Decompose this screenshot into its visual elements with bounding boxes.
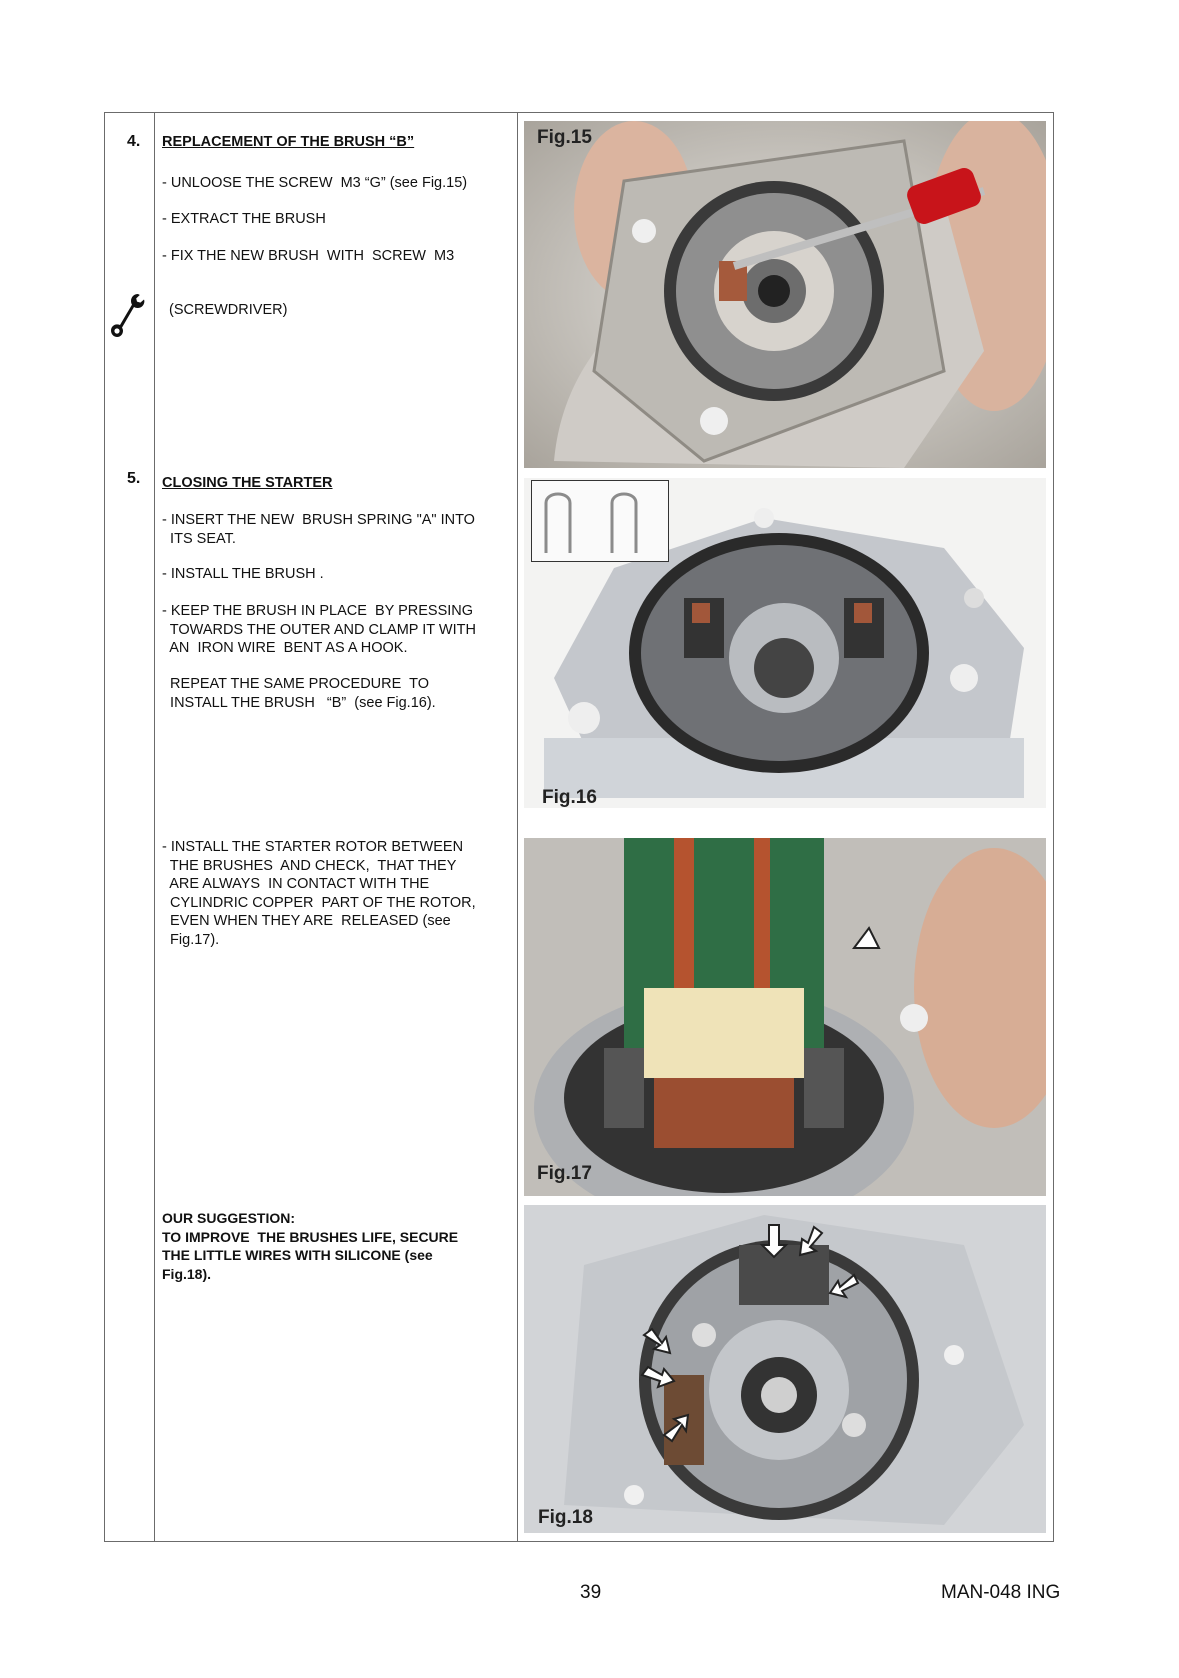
step-5-heading: CLOSING THE STARTER bbox=[162, 475, 333, 491]
fig-18-label: Fig.18 bbox=[538, 1507, 593, 1528]
fig-16-label: Fig.16 bbox=[542, 787, 597, 808]
suggestion-note: OUR SUGGESTION: TO IMPROVE THE BRUSHES LIFE, SECURE THE LITTLE WIRES WITH SILICONE (see Fig.18). bbox=[162, 1210, 459, 1282]
column-divider-2 bbox=[517, 113, 518, 1541]
step-4-line-2: - EXTRACT THE BRUSH bbox=[162, 211, 326, 227]
fig-17-label: Fig.17 bbox=[537, 1163, 592, 1184]
step-5-para-5: - INSTALL THE STARTER ROTOR BETWEEN THE BRUSHES AND CHECK, THAT THEY ARE ALWAYS IN CONTACT WITH THE CYLINDRIC COPPER PART OF THE ROTOR, EVEN WHEN THEY ARE RELEASED (see Fig.17). bbox=[162, 839, 476, 948]
step-4-tool-note: (SCREWDRIVER) bbox=[169, 302, 288, 318]
fig-18-photo bbox=[524, 1205, 1046, 1533]
step-5-para-2: - INSTALL THE BRUSH . bbox=[162, 566, 324, 582]
wrench-icon bbox=[111, 291, 145, 344]
fig-15-label: Fig.15 bbox=[537, 127, 592, 148]
step-4-line-1: - UNLOOSE THE SCREW M3 “G” (see Fig.15) bbox=[162, 175, 468, 191]
column-divider-1 bbox=[154, 113, 155, 1541]
fig-17-photo bbox=[524, 838, 1046, 1196]
page-number: 39 bbox=[580, 1582, 602, 1603]
step-4-line-3: - FIX THE NEW BRUSH WITH SCREW M3 bbox=[162, 248, 455, 264]
step-5-para-4: REPEAT THE SAME PROCEDURE TO INSTALL THE BRUSH “B” (see Fig.16). bbox=[170, 676, 436, 711]
document-code: MAN-048 ING bbox=[941, 1582, 1061, 1603]
fig-16-inset bbox=[531, 480, 669, 562]
step-5-para-3: - KEEP THE BRUSH IN PLACE BY PRESSING TOWARDS THE OUTER AND CLAMP IT WITH AN IRON WIRE BENT AS A HOOK. bbox=[162, 603, 476, 656]
step-5-para-1: - INSERT THE NEW BRUSH SPRING "A" INTO ITS SEAT. bbox=[162, 512, 475, 547]
step-4-heading: REPLACEMENT OF THE BRUSH “B” bbox=[162, 134, 415, 150]
fig-15-photo bbox=[524, 121, 1046, 468]
instruction-table bbox=[104, 112, 1054, 1542]
step-number-5: 5. bbox=[127, 470, 141, 487]
step-number-4: 4. bbox=[127, 133, 141, 150]
